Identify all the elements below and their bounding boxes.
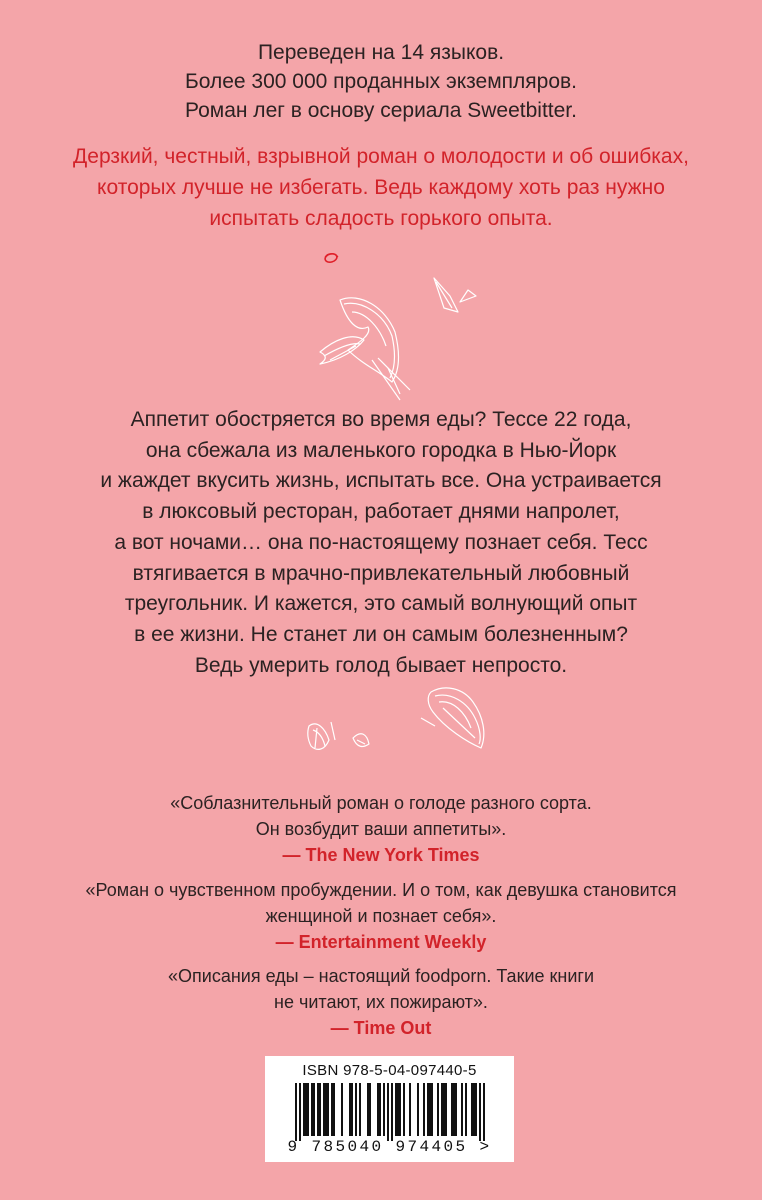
barcode-bar [387, 1083, 389, 1141]
synopsis-line: Ведь умерить голод бывает непросто. [194, 653, 568, 677]
quote-line: «Описания еды – настоящий foodporn. Такие книги [168, 966, 594, 986]
synopsis-line: Аппетит обостряется во время еды? Тессе 22 года, [130, 408, 632, 431]
barcode-bar [465, 1083, 467, 1136]
quote-line: «Соблазнительный роман о голоде разного сорта. [170, 793, 592, 813]
tagline-block [0, 141, 762, 234]
barcode-bar [369, 1083, 371, 1136]
shard-sketch-lower-illustration [295, 678, 505, 768]
barcode-bar [399, 1083, 401, 1136]
tagline-line: испытать сладость горького опыта. [209, 207, 553, 230]
review-quote [0, 877, 762, 955]
barcode-bar [319, 1083, 321, 1136]
barcode-bar [451, 1083, 453, 1136]
barcode-bar [333, 1083, 335, 1136]
tagline-line: Дерзкий, честный, взрывной роман о молодости и об ошибках, [73, 145, 689, 168]
barcode-bar [473, 1083, 475, 1136]
quote-line: «Роман о чувственном пробуждении. И о том, как девушка становится [85, 880, 677, 900]
synopsis-line: она сбежала из маленького городка в Нью-Йорк [145, 438, 617, 462]
barcode-bar [445, 1083, 447, 1136]
review-quote [0, 790, 762, 868]
synopsis-line: и жаждет вкусить жизнь, испытать все. Она устраивается [100, 469, 662, 493]
barcode-bar [455, 1083, 457, 1136]
barcode-bar [403, 1083, 405, 1136]
isbn-number: ISBN 978-5-04-097440-5 [302, 1062, 477, 1079]
barcode-bar [431, 1083, 433, 1136]
quote-line: женщиной и познает себя». [265, 906, 497, 926]
synopsis-line: треугольник. И кажется, это самый волнующий опыт [124, 592, 638, 616]
isbn-barcode [265, 1056, 514, 1162]
quote-source: — The New York Times [282, 845, 480, 865]
barcode-bar [427, 1083, 429, 1136]
barcode-bar [295, 1083, 297, 1141]
barcode-bar [313, 1083, 315, 1136]
barcode-bar [397, 1083, 399, 1136]
barcode-bar [383, 1083, 385, 1136]
review-quote [0, 963, 762, 1041]
barcode-bar [461, 1083, 463, 1136]
red-ring-illustration [316, 248, 346, 268]
stats-block [0, 38, 762, 125]
barcode-bar [453, 1083, 455, 1136]
barcode-bar [303, 1083, 305, 1136]
stats-line: Переведен на 14 языков. [257, 41, 505, 64]
barcode-bar [409, 1083, 411, 1136]
shard-sketch-illustration [300, 272, 500, 402]
barcode-bar [379, 1083, 381, 1136]
barcode-bar [367, 1083, 369, 1136]
barcode-bar [317, 1083, 319, 1136]
quote-source: — Entertainment Weekly [275, 932, 487, 952]
barcode-bar [359, 1083, 361, 1136]
barcode-bar [323, 1083, 325, 1136]
barcode-bar [437, 1083, 439, 1136]
barcode-bar [483, 1083, 485, 1141]
barcode-bar [377, 1083, 379, 1136]
barcode-bar [307, 1083, 309, 1136]
barcode-bar [417, 1083, 419, 1136]
barcode-bar [479, 1083, 481, 1141]
synopsis-line: а вот ночами… она по-настоящему познает себя. Тесс [114, 530, 648, 554]
barcode-bar [423, 1083, 425, 1136]
barcode-bar [341, 1083, 343, 1136]
barcode-bar [327, 1083, 329, 1136]
stats-line: Более 300 000 проданных экземпляров. [184, 70, 577, 93]
barcode-bar [471, 1083, 473, 1136]
quote-line: Он возбудит ваши аппетиты». [255, 819, 507, 839]
barcode-digits: 9 785040 974405 > [287, 1138, 492, 1156]
quote-line: не читают, их пожирают». [274, 992, 488, 1012]
barcode-bar [443, 1083, 445, 1136]
barcode-bar [391, 1083, 393, 1141]
synopsis-block [0, 405, 762, 681]
barcode-bar [325, 1083, 327, 1136]
synopsis-line: в ее жизни. Не станет ли он самым болезненным? [134, 622, 628, 646]
synopsis-line: в люксовый ресторан, работает днями напролет, [142, 500, 620, 524]
barcode-bar [349, 1083, 351, 1136]
quote-source: — Time Out [330, 1018, 432, 1038]
barcode-bar [441, 1083, 443, 1136]
barcode-bar [299, 1083, 301, 1141]
tagline-line: которых лучше не избегать. Ведь каждому хоть раз нужно [97, 176, 665, 199]
barcode-bar [429, 1083, 431, 1136]
barcode-bar [355, 1083, 357, 1136]
barcode-bar [351, 1083, 353, 1136]
barcode-bar [311, 1083, 313, 1136]
stats-line: Роман лег в основу сериала Sweetbitter. [185, 99, 577, 122]
barcode-bar [305, 1083, 307, 1136]
barcode-bar [475, 1083, 477, 1136]
barcode-bar [395, 1083, 397, 1136]
barcode-bar [331, 1083, 333, 1136]
synopsis-line: втягивается в мрачно-привлекательный любовный [132, 561, 630, 585]
